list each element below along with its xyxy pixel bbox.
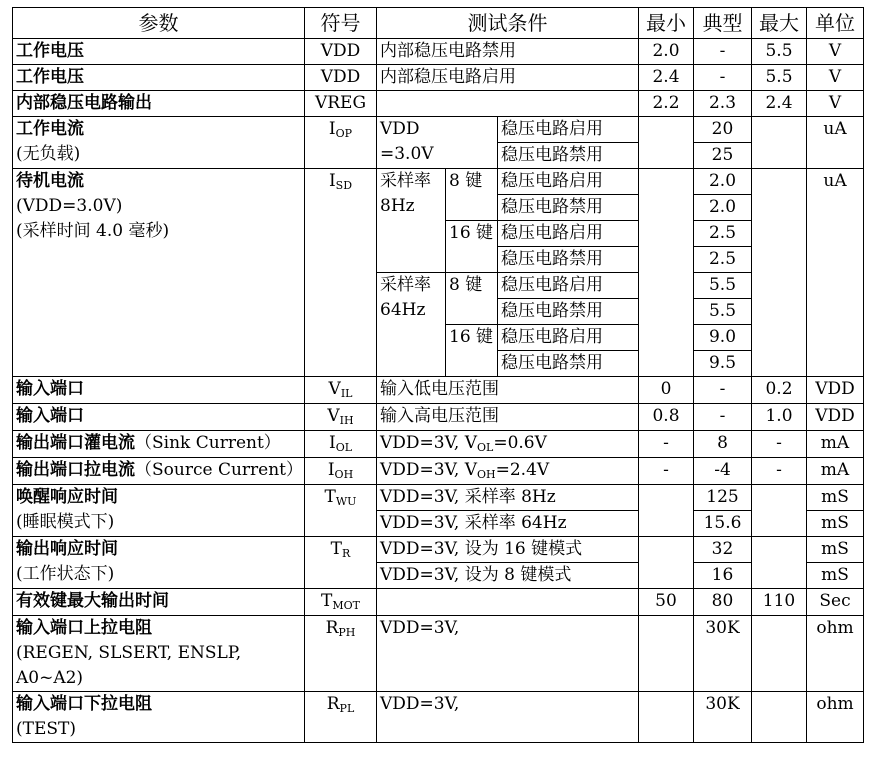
max-cell [752, 616, 807, 692]
param-cell: 输出端口灌电流（Sink Current） [13, 431, 305, 458]
symbol-cell: VIH [305, 404, 377, 431]
unit-cell: mS [807, 563, 864, 589]
subcondition-cell: 稳压电路禁用 [498, 143, 639, 169]
unit-cell: V [807, 91, 864, 117]
unit-cell: mA [807, 458, 864, 485]
param-cell [13, 692, 305, 743]
table-row [13, 117, 864, 143]
min-cell: 2.4 [639, 65, 694, 91]
header-max: 最大 [752, 8, 807, 39]
max-cell: 1.0 [752, 404, 807, 431]
param-name: 待机电流 [16, 171, 84, 191]
unit-cell: V [807, 65, 864, 91]
condition-cell: 输入低电压范围 [377, 377, 639, 404]
max-cell: 5.5 [752, 65, 807, 91]
max-cell: 5.5 [752, 39, 807, 65]
header-min: 最小 [639, 8, 694, 39]
max-cell [752, 169, 807, 377]
symbol-cell: VIL [305, 377, 377, 404]
typ-cell: 30K [694, 692, 752, 743]
typ-cell: 9.5 [694, 351, 752, 377]
typ-cell: -4 [694, 458, 752, 485]
typ-cell: 2.5 [694, 221, 752, 247]
param-cell [13, 616, 305, 692]
condition-cell: VDD=3V, 采样率 8Hz [377, 485, 639, 511]
typ-cell: 80 [694, 589, 752, 616]
unit-cell: ohm [807, 692, 864, 743]
header-symbol: 符号 [305, 8, 377, 39]
subcondition-cell: 稳压电路启用 [498, 221, 639, 247]
unit-cell: mS [807, 485, 864, 511]
param-cell: 有效键最大输出时间 [13, 589, 305, 616]
condition-cell: 内部稳压电路禁用 [377, 39, 639, 65]
table-row [13, 91, 864, 117]
condition-cell: 输入高电压范围 [377, 404, 639, 431]
param-note: (工作状态下) [16, 564, 115, 584]
unit-cell: uA [807, 169, 864, 377]
param-note: (REGEN, SLSERT, ENSLP, [16, 643, 242, 663]
spec-table-container [12, 7, 864, 743]
unit-cell: ohm [807, 616, 864, 692]
condition-cell: VDD=3V, 设为 16 键模式 [377, 537, 639, 563]
key-cell: 8 键 [446, 169, 498, 221]
min-cell [639, 169, 694, 377]
param-name: 工作电流 [16, 119, 84, 139]
symbol-cell: IOP [305, 117, 377, 169]
symbol-cell: IOH [305, 458, 377, 485]
param-cell: 工作电压 [13, 39, 305, 65]
table-row [13, 39, 864, 65]
table-row [13, 169, 864, 195]
symbol-cell: RPL [305, 692, 377, 743]
min-cell: - [639, 431, 694, 458]
table-row [13, 692, 864, 743]
param-cell [13, 537, 305, 589]
param-name: 输出响应时间 [16, 539, 118, 559]
key-cell: 8 键 [446, 273, 498, 325]
typ-cell: 16 [694, 563, 752, 589]
typ-cell: 20 [694, 117, 752, 143]
unit-cell: VDD [807, 404, 864, 431]
param-cell [13, 485, 305, 537]
max-cell: - [752, 431, 807, 458]
condition-cell: VDD=3V, VOH=2.4V [377, 458, 639, 485]
table-row [13, 458, 864, 485]
condition-cell: VDD=3V, [377, 616, 639, 692]
typ-cell: 15.6 [694, 511, 752, 537]
condition-cell: 内部稳压电路启用 [377, 65, 639, 91]
unit-cell: Sec [807, 589, 864, 616]
subcondition-cell: 稳压电路启用 [498, 325, 639, 351]
typ-cell: 25 [694, 143, 752, 169]
condition-cell: VDD=3V, VOL=0.6V [377, 431, 639, 458]
typ-cell: - [694, 65, 752, 91]
table-row [13, 404, 864, 431]
unit-cell: uA [807, 117, 864, 169]
typ-cell: 30K [694, 616, 752, 692]
min-cell [639, 692, 694, 743]
typ-cell: 32 [694, 537, 752, 563]
subcondition-cell: 稳压电路启用 [498, 117, 639, 143]
subcondition-cell: 稳压电路启用 [498, 273, 639, 299]
subcondition-cell: 稳压电路启用 [498, 169, 639, 195]
typ-cell: 2.0 [694, 169, 752, 195]
typ-cell: 5.5 [694, 299, 752, 325]
subcondition-cell: 稳压电路禁用 [498, 351, 639, 377]
condition-cell: VDD=3V, [377, 692, 639, 743]
max-cell: 0.2 [752, 377, 807, 404]
param-name: 输入端口下拉电阻 [16, 694, 152, 714]
param-note: A0~A2) [16, 668, 84, 688]
max-cell [752, 485, 807, 537]
typ-cell: - [694, 404, 752, 431]
symbol-cell: VDD [305, 39, 377, 65]
condition-cell: VDD =3.0V [377, 117, 498, 169]
unit-cell: V [807, 39, 864, 65]
electrical-characteristics-table [12, 7, 864, 743]
typ-cell: 2.5 [694, 247, 752, 273]
symbol-cell: TMOT [305, 589, 377, 616]
min-cell [639, 117, 694, 169]
min-cell: 0 [639, 377, 694, 404]
unit-cell: mS [807, 537, 864, 563]
condition-cell: VDD=3V, 采样率 64Hz [377, 511, 639, 537]
condition-cell [377, 91, 639, 117]
rate-cell: 采样率 64Hz [377, 273, 446, 377]
param-note: (采样时间 4.0 毫秒) [16, 221, 170, 241]
rate-cell: 采样率 8Hz [377, 169, 446, 273]
param-note: (VDD=3.0V) [16, 196, 123, 216]
subcondition-cell: 稳压电路禁用 [498, 195, 639, 221]
condition-cell: VDD=3V, 设为 8 键模式 [377, 563, 639, 589]
table-row [13, 589, 864, 616]
symbol-cell: ISD [305, 169, 377, 377]
param-cell [13, 169, 305, 377]
table-row [13, 537, 864, 563]
symbol-cell: VDD [305, 65, 377, 91]
typ-cell: 125 [694, 485, 752, 511]
min-cell: 2.0 [639, 39, 694, 65]
min-cell [639, 485, 694, 537]
table-row [13, 485, 864, 511]
unit-cell: VDD [807, 377, 864, 404]
min-cell: 50 [639, 589, 694, 616]
param-name: 唤醒响应时间 [16, 487, 118, 507]
param-cell [13, 117, 305, 169]
param-cell: 内部稳压电路输出 [13, 91, 305, 117]
condition-cell [377, 589, 639, 616]
max-cell: 2.4 [752, 91, 807, 117]
typ-cell: 2.0 [694, 195, 752, 221]
typ-cell: 5.5 [694, 273, 752, 299]
symbol-cell: VREG [305, 91, 377, 117]
typ-cell: 9.0 [694, 325, 752, 351]
table-row [13, 65, 864, 91]
header-param: 参数 [13, 8, 305, 39]
header-unit: 单位 [807, 8, 864, 39]
subcondition-cell: 稳压电路禁用 [498, 247, 639, 273]
typ-cell: 2.3 [694, 91, 752, 117]
min-cell: 0.8 [639, 404, 694, 431]
typ-cell: 8 [694, 431, 752, 458]
param-note: (TEST) [16, 719, 76, 739]
max-cell: 110 [752, 589, 807, 616]
table-row [13, 616, 864, 692]
param-cell: 输入端口 [13, 377, 305, 404]
min-cell: 2.2 [639, 91, 694, 117]
header-typ: 典型 [694, 8, 752, 39]
table-row [13, 377, 864, 404]
param-cell: 输入端口 [13, 404, 305, 431]
param-cell: 工作电压 [13, 65, 305, 91]
min-cell [639, 537, 694, 589]
symbol-cell: RPH [305, 616, 377, 692]
param-cell: 输出端口拉电流（Source Current） [13, 458, 305, 485]
min-cell: - [639, 458, 694, 485]
max-cell [752, 117, 807, 169]
typ-cell: - [694, 39, 752, 65]
min-cell [639, 616, 694, 692]
table-row [13, 431, 864, 458]
key-cell: 16 键 [446, 221, 498, 273]
max-cell [752, 537, 807, 589]
symbol-cell: TR [305, 537, 377, 589]
unit-cell: mS [807, 511, 864, 537]
symbol-cell: TWU [305, 485, 377, 537]
header-condition: 测试条件 [377, 8, 639, 39]
param-note: (睡眠模式下) [16, 512, 115, 532]
typ-cell: - [694, 377, 752, 404]
header-row [13, 8, 864, 39]
key-cell: 16 键 [446, 325, 498, 377]
max-cell [752, 692, 807, 743]
param-name: 输入端口上拉电阻 [16, 618, 152, 638]
param-note: (无负载) [16, 144, 81, 164]
max-cell: - [752, 458, 807, 485]
unit-cell: mA [807, 431, 864, 458]
symbol-cell: IOL [305, 431, 377, 458]
subcondition-cell: 稳压电路禁用 [498, 299, 639, 325]
